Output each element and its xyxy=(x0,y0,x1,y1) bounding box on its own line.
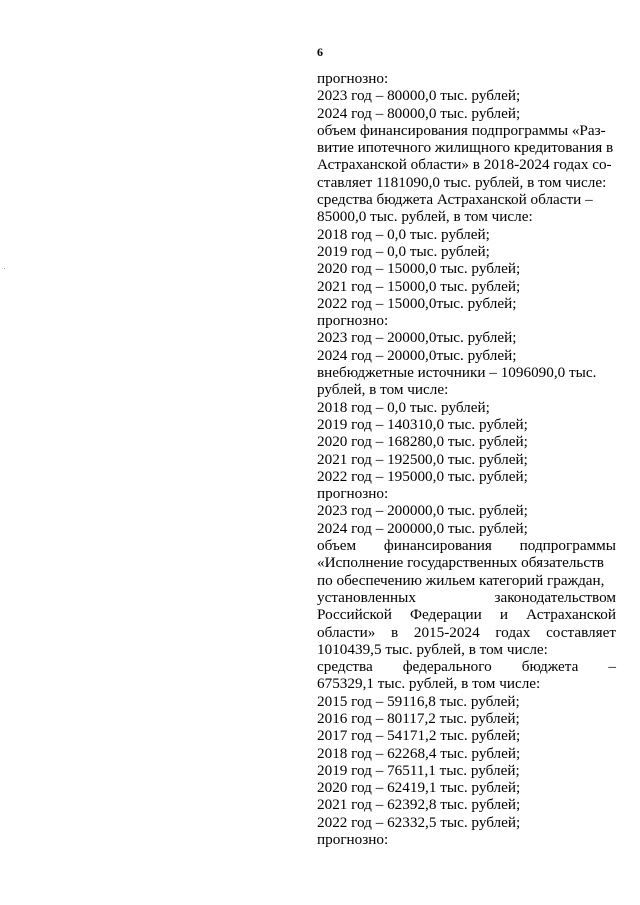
text-line: 2021 год – 62392,8 тыс. рублей; xyxy=(317,796,521,814)
text-line: 2018 год – 0,0 тыс. рублей; xyxy=(317,398,490,416)
text-line: 2021 год – 192500,0 тыс. рублей; xyxy=(317,450,528,468)
text-line-justified xyxy=(317,658,616,675)
text-line: 2024 год – 80000,0 тыс. рублей; xyxy=(317,104,521,122)
text-line: Астраханской области» в 2018-2024 годах со- xyxy=(317,156,612,174)
text-line: 2018 год – 62268,4 тыс. рублей; xyxy=(317,744,521,762)
text-line: 675329,1 тыс. рублей, в том числе: xyxy=(317,675,541,693)
word: – xyxy=(608,658,616,676)
text-line: по обеспечению жильем категорий граждан, xyxy=(317,571,605,589)
text-line: 1010439,5 тыс. рублей, в том числе: xyxy=(317,640,548,658)
document-text xyxy=(317,70,616,848)
text-line: 2023 год – 20000,0тыс. рублей; xyxy=(317,329,517,347)
word: финансирования xyxy=(383,537,492,555)
word: и xyxy=(499,606,509,624)
text-line: внебюджетные источники – 1096090,0 тыс. xyxy=(317,364,597,382)
text-line: рублей, в том числе: xyxy=(317,381,449,399)
text-line: 2020 год – 15000,0 тыс. рублей; xyxy=(317,260,521,278)
word: средства xyxy=(317,658,373,676)
text-line: 2020 год – 168280,0 тыс. рублей; xyxy=(317,433,528,451)
text-line: прогнозно: xyxy=(317,831,389,849)
text-line-justified xyxy=(317,537,616,554)
text-line-justified xyxy=(317,589,616,606)
text-line: средства бюджета Астраханской области – xyxy=(317,191,593,209)
text-line: 2023 год – 80000,0 тыс. рублей; xyxy=(317,87,521,105)
text-line-justified xyxy=(317,624,616,641)
page-number: 6 xyxy=(317,45,323,59)
text-line: 2023 год – 200000,0 тыс. рублей; xyxy=(317,502,528,520)
text-line: 2016 год – 80117,2 тыс. рублей; xyxy=(317,709,520,727)
word: федерального xyxy=(402,658,492,676)
text-line: 2022 год – 15000,0тыс. рублей; xyxy=(317,294,517,312)
text-line: 2018 год – 0,0 тыс. рублей; xyxy=(317,225,490,243)
text-line-justified xyxy=(317,606,616,623)
word: составляет xyxy=(546,623,616,641)
text-line: 2019 год – 76511,1 тыс. рублей; xyxy=(317,761,520,779)
word: установленных xyxy=(317,588,416,606)
word: 2015-2024 xyxy=(413,623,480,641)
text-line: «Исполнение государственных обязательств xyxy=(317,554,604,572)
text-line: прогнозно: xyxy=(317,70,389,87)
text-line: 2017 год – 54171,2 тыс. рублей; xyxy=(317,727,521,745)
scan-edge-mark xyxy=(4,268,5,269)
text-line: объем финансирования подпрограммы «Раз- xyxy=(317,121,606,139)
word: в xyxy=(391,623,399,641)
text-line: 2021 год – 15000,0 тыс. рублей; xyxy=(317,277,521,295)
word: Федерации xyxy=(410,606,482,624)
text-line: прогнозно: xyxy=(317,312,389,330)
word: бюджета xyxy=(521,658,579,676)
text-line: 2024 год – 200000,0 тыс. рублей; xyxy=(317,519,528,537)
text-line: 2019 год – 0,0 тыс. рублей; xyxy=(317,242,490,260)
word: Российской xyxy=(317,606,392,624)
text-line: 85000,0 тыс. рублей, в том числе: xyxy=(317,208,533,226)
text-line: 2022 год – 62332,5 тыс. рублей; xyxy=(317,813,521,831)
word: области» xyxy=(317,623,376,641)
text-line: прогнозно: xyxy=(317,485,389,503)
text-line: 2024 год – 20000,0тыс. рублей; xyxy=(317,346,517,364)
text-line: витие ипотечного жилищного кредитования в xyxy=(317,139,614,157)
text-line: ставляет 1181090,0 тыс. рублей, в том числе: xyxy=(317,173,607,191)
word: подпрограммы xyxy=(519,537,616,555)
text-line: 2022 год – 195000,0 тыс. рублей; xyxy=(317,467,528,485)
text-line: 2020 год – 62419,1 тыс. рублей; xyxy=(317,779,521,797)
word: Астраханской xyxy=(526,606,616,624)
word: годах xyxy=(495,623,531,641)
word: объем xyxy=(317,537,357,555)
text-line: 2015 год – 59116,8 тыс. рублей; xyxy=(317,692,520,710)
text-line: 2019 год – 140310,0 тыс. рублей; xyxy=(317,415,528,433)
word: законодательством xyxy=(494,588,616,606)
